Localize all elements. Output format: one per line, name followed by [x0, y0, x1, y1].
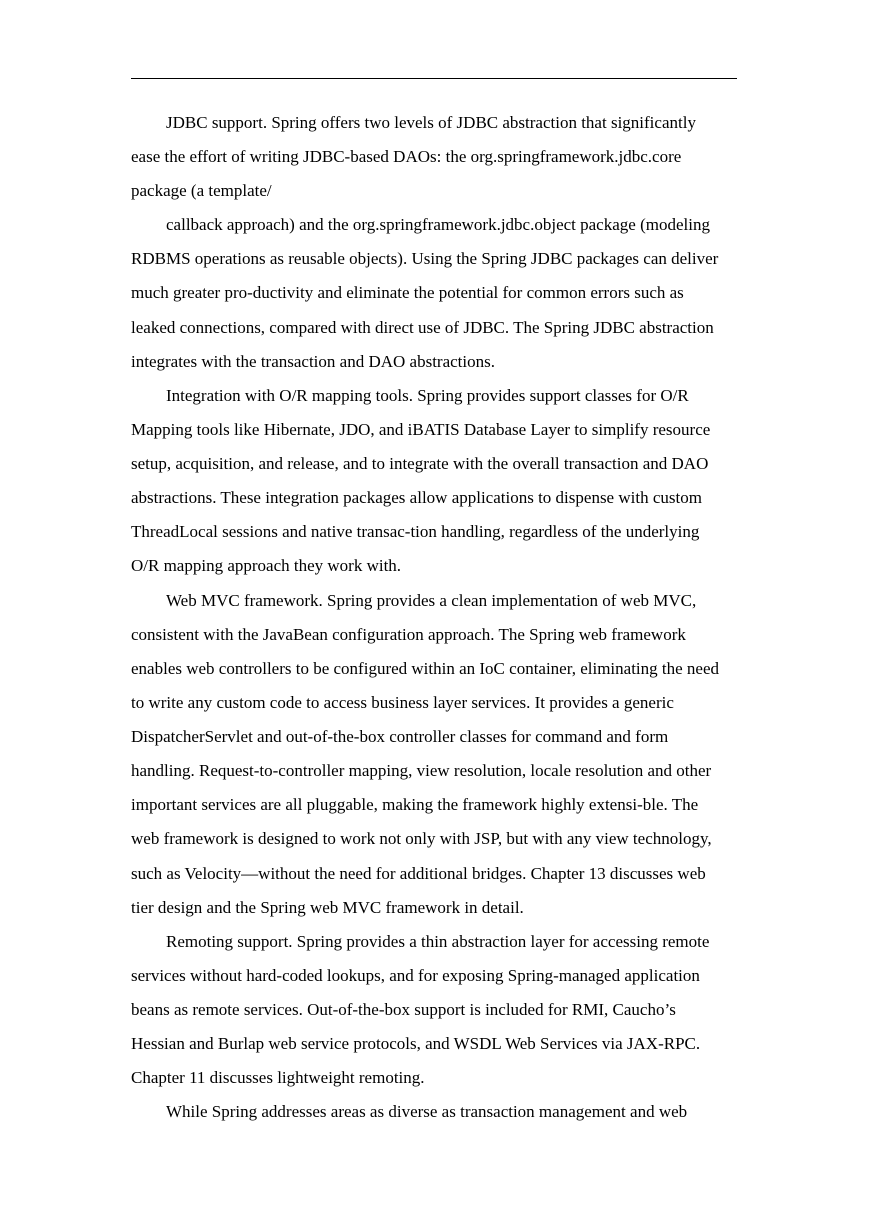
- text-line: ease the effort of writing JDBC-based DAOs: the org.springframework.jdbc.core: [131, 147, 682, 166]
- text-line: web framework is designed to work not only with JSP, but with any view technology,: [131, 829, 712, 848]
- text-line: integrates with the transaction and DAO abstractions.: [131, 352, 495, 371]
- text-line: leaked connections, compared with direct use of JDBC. The Spring JDBC abstraction: [131, 318, 714, 337]
- text-line: consistent with the JavaBean configuration approach. The Spring web framework: [131, 625, 686, 644]
- text-line: much greater pro-ductivity and eliminate the potential for common errors such as: [131, 283, 684, 302]
- text-line: Web MVC framework. Spring provides a clean implementation of web MVC,: [166, 591, 697, 610]
- text-line: DispatcherServlet and out-of-the-box controller classes for command and form: [131, 727, 669, 746]
- text-line: enables web controllers to be configured within an IoC container, eliminating the need: [131, 659, 719, 678]
- text-line: to write any custom code to access business layer services. It provides a generic: [131, 693, 674, 712]
- text-line: JDBC support. Spring offers two levels of JDBC abstraction that significantly: [166, 113, 696, 132]
- text-line: O/R mapping approach they work with.: [131, 556, 402, 575]
- text-line: RDBMS operations as reusable objects). Using the Spring JDBC packages can deliver: [131, 249, 719, 268]
- text-line: package (a template/: [131, 181, 272, 200]
- text-line: abstractions. These integration packages allow applications to dispense with custom: [131, 488, 702, 507]
- text-line: such as Velocity—without the need for additional bridges. Chapter 13 discusses web: [131, 864, 706, 883]
- text-line: important services are all pluggable, making the framework highly extensi-ble. The: [131, 795, 699, 814]
- text-line: services without hard-coded lookups, and for exposing Spring-managed application: [131, 966, 700, 985]
- text-line: setup, acquisition, and release, and to integrate with the overall transaction and DAO: [131, 454, 709, 473]
- text-line: Mapping tools like Hibernate, JDO, and iBATIS Database Layer to simplify resource: [131, 420, 711, 439]
- text-line: While Spring addresses areas as diverse as transaction management and web: [166, 1102, 688, 1121]
- header-rule: [131, 78, 737, 79]
- text-line: Remoting support. Spring provides a thin abstraction layer for accessing remote: [166, 932, 710, 951]
- text-line: Integration with O/R mapping tools. Spring provides support classes for O/R: [166, 386, 689, 405]
- text-line: ThreadLocal sessions and native transac-tion handling, regardless of the underlying: [131, 522, 700, 541]
- text-line: handling. Request-to-controller mapping, view resolution, locale resolution and other: [131, 761, 712, 780]
- text-line: Chapter 11 discusses lightweight remoting.: [131, 1068, 425, 1087]
- text-line: Hessian and Burlap web service protocols, and WSDL Web Services via JAX-RPC.: [131, 1034, 701, 1053]
- text-line: callback approach) and the org.springframework.jdbc.object package (modeling: [166, 215, 710, 234]
- text-line: tier design and the Spring web MVC framework in detail.: [131, 898, 524, 917]
- text-line: beans as remote services. Out-of-the-box support is included for RMI, Caucho’s: [131, 1000, 676, 1019]
